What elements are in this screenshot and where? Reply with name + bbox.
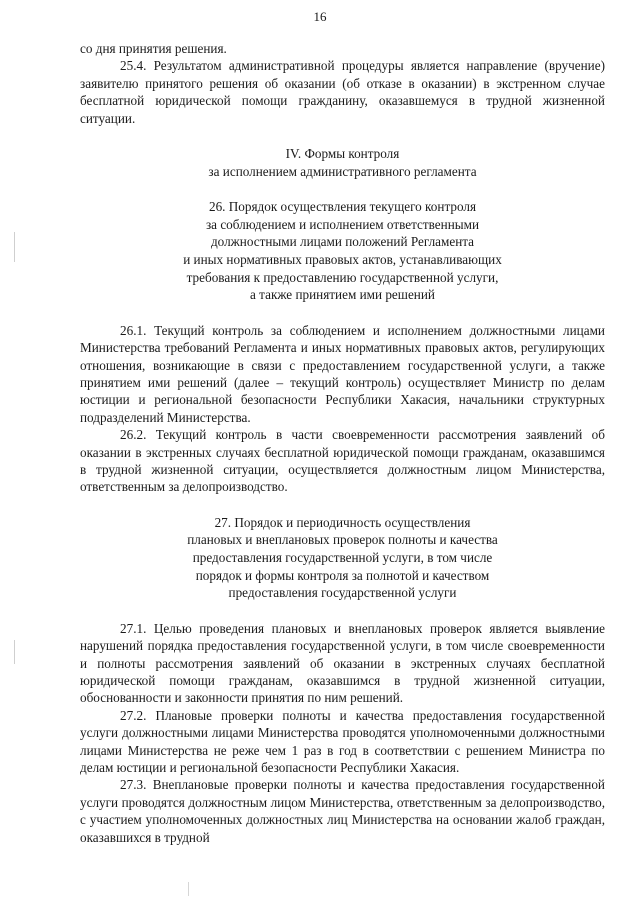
paragraph-continuation: со дня принятия решения. xyxy=(80,41,227,56)
heading-section-27 xyxy=(80,514,605,602)
heading-line: предоставления государственной услуги xyxy=(228,585,457,601)
heading-line: должностными лицами положений Регламента xyxy=(210,234,475,250)
heading-section-iv xyxy=(80,145,605,180)
heading-line: порядок и формы контроля за полнотой и качеством xyxy=(195,567,490,583)
heading-line: за соблюдением и исполнением ответственными xyxy=(205,216,480,232)
paragraph-26-1: 26.1. Текущий контроль за соблюдением и исполнением должностными лицами Министерства требований Регламента и иных нормативных правовых актов, регулирующих отношения, возникающие в связи с предоставлением государственной услуги, а также принятием ими решений (далее – текущий контроль) осуществляет Министр по делам юстиции и региональной безопасности Республики Хакасия, начальники структурных подразделений Министерства. xyxy=(80,322,605,425)
paragraph-27-1: 27.1. Целью проведения плановых и внеплановых проверок является выявление нарушений порядка предоставления государственной услуги, в том числе своевременности и полноты рассмотрения заявлений об оказании в экстренных случаях бесплатной юридической помощи гражданам, оказавшимся в трудной жизненной ситуации, обоснованности и законности принятия по ним решений. xyxy=(80,620,605,706)
heading-line: за исполнением административного регламента xyxy=(208,163,477,179)
margin-scan-mark xyxy=(14,640,15,664)
heading-line: IV. Формы контроля xyxy=(285,146,400,162)
heading-line: а также принятием ими решений xyxy=(250,287,435,303)
document-body xyxy=(80,40,605,846)
heading-line: 26. Порядок осуществления текущего контроля xyxy=(208,199,477,215)
heading-line: предоставления государственной услуги, в том числе xyxy=(192,550,493,566)
bottom-scan-mark xyxy=(188,882,189,896)
paragraph-25-4: 25.4. Результатом административной процедуры является направление (вручение) заявителю принятого решения об оказании (об отказе в оказании) в экстренном случае бесплатной юридической помощи гражданину, оказавшемуся в трудной жизненной ситуации. xyxy=(80,58,605,126)
page-number: 16 xyxy=(313,9,327,24)
paragraph-26-2: 26.2. Текущий контроль в части своевременности рассмотрения заявлений об оказании в экстренных случаях бесплатной юридической помощи гражданам, оказавшимся в трудной жизненной ситуации, осуществляется должностным лицом Министерства, ответственным за делопроизводство. xyxy=(80,427,605,495)
heading-line: и иных нормативных правовых актов, устанавливающих xyxy=(183,252,502,267)
paragraph-27-3: 27.3. Внеплановые проверки полноты и качества предоставления государственной услуги проводятся должностным лицом Министерства, ответственным за делопроизводство, с участием уполномоченных должностных лиц Министерства на основании жалоб граждан, оказавшихся в трудной xyxy=(80,777,605,845)
paragraph-27-2: 27.2. Плановые проверки полноты и качества предоставления государственной услуги должностными лицами Министерства проводятся уполномоченными должностными лицами Министерства не реже чем 1 раз в год в соответствии с решением Министра по делам юстиции и региональной безопасности Республики Хакасия. xyxy=(80,707,605,776)
heading-line: требования к предоставлению государственной услуги, xyxy=(186,269,499,285)
heading-line: 27. Порядок и периодичность осуществления xyxy=(214,514,471,530)
heading-section-26 xyxy=(80,198,605,304)
heading-line: плановых и внеплановых проверок полноты и качества xyxy=(187,532,498,548)
margin-scan-mark xyxy=(14,232,15,262)
